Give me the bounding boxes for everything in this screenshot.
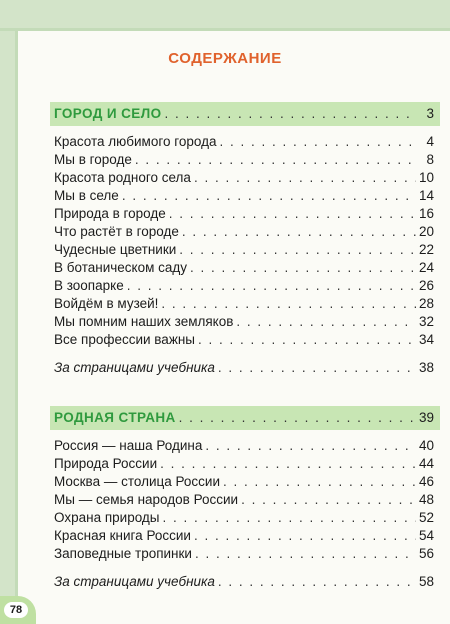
entry-title: В ботаническом саду — [54, 260, 188, 275]
top-rule — [0, 28, 450, 31]
toc-entry[interactable] — [54, 242, 434, 260]
dot-leader — [205, 438, 416, 453]
entry-title: Мы помним наших земляков — [54, 314, 234, 329]
toc-entry-extra[interactable] — [54, 574, 434, 592]
dot-leader — [135, 152, 417, 167]
page-title: СОДЕРЖАНИЕ — [168, 50, 282, 67]
toc-entry[interactable] — [54, 492, 434, 510]
toc-entry[interactable] — [54, 314, 434, 332]
page-number: 24 — [418, 260, 434, 275]
dot-leader — [127, 278, 416, 293]
page-number: 38 — [418, 360, 434, 375]
page-number: 10 — [418, 170, 434, 185]
dot-leader — [241, 492, 416, 507]
page-number: 4 — [426, 134, 434, 149]
toc-entry[interactable] — [54, 528, 434, 546]
dot-leader — [218, 574, 416, 589]
page-number: 22 — [418, 242, 434, 257]
page-number: 44 — [418, 456, 434, 471]
dot-leader — [223, 474, 416, 489]
toc-entry[interactable] — [54, 296, 434, 314]
dot-leader — [218, 360, 416, 375]
page-number: 40 — [418, 438, 434, 453]
dot-leader — [198, 332, 416, 347]
toc-entry-extra[interactable] — [54, 360, 434, 378]
dot-leader — [163, 510, 416, 525]
toc-entry[interactable] — [54, 546, 434, 564]
toc-entry[interactable] — [54, 152, 434, 170]
page-number: 26 — [418, 278, 434, 293]
dot-leader — [195, 546, 416, 561]
entry-title: За страницами учебника — [54, 574, 215, 589]
dot-leader — [160, 456, 416, 471]
page-number: 8 — [426, 152, 434, 167]
toc-entry[interactable] — [54, 438, 434, 456]
dot-leader — [179, 410, 416, 425]
dot-leader — [122, 188, 416, 203]
entry-title: Природа России — [54, 456, 158, 471]
entry-title: За страницами учебника — [54, 360, 215, 375]
toc-entry[interactable] — [54, 170, 434, 188]
page-number: 52 — [418, 510, 434, 525]
entry-title: Охрана природы — [54, 510, 160, 525]
entry-title: Красота родного села — [54, 170, 191, 185]
page-number: 58 — [418, 574, 434, 589]
dot-leader — [190, 260, 416, 275]
entry-title: Заповедные тропинки — [54, 546, 192, 561]
entry-title: Красная книга России — [54, 528, 191, 543]
toc-entry[interactable] — [54, 456, 434, 474]
entry-title: Войдём в музей! — [54, 296, 159, 311]
section-heading[interactable] — [54, 410, 434, 428]
page-number: 48 — [418, 492, 434, 507]
entry-title: Чудесные цветники — [54, 242, 177, 257]
entry-title: Москва — столица России — [54, 474, 220, 489]
entry-title: Мы — семья народов России — [54, 492, 239, 507]
entry-title: Мы в городе — [54, 152, 132, 167]
left-rule — [15, 28, 18, 624]
dot-leader — [236, 314, 416, 329]
section-title: РОДНАЯ СТРАНА — [54, 410, 176, 425]
toc-entry[interactable] — [54, 188, 434, 206]
entry-title: Красота любимого города — [54, 134, 217, 149]
toc-entry[interactable] — [54, 206, 434, 224]
page-number: 28 — [418, 296, 434, 311]
section-title: ГОРОД И СЕЛО — [54, 106, 162, 121]
page-number-label: 78 — [4, 602, 28, 618]
entry-title: Россия — наша Родина — [54, 438, 203, 453]
entry-title: Что растёт в городе — [54, 224, 179, 239]
toc-entry[interactable] — [54, 474, 434, 492]
dot-leader — [169, 206, 416, 221]
entry-title: Мы в селе — [54, 188, 119, 203]
page-number: 54 — [418, 528, 434, 543]
section-heading[interactable] — [54, 106, 434, 124]
entry-title: В зоопарке — [54, 278, 124, 293]
page-number: 3 — [426, 106, 434, 121]
toc-entry[interactable] — [54, 278, 434, 296]
dot-leader — [164, 106, 417, 121]
dot-leader — [219, 134, 417, 149]
toc-entry[interactable] — [54, 332, 434, 350]
page-number-badge — [0, 596, 36, 624]
page-number: 32 — [418, 314, 434, 329]
entry-title: Все профессии важны — [54, 332, 196, 347]
page-number: 20 — [418, 224, 434, 239]
dot-leader — [194, 528, 416, 543]
page-number: 14 — [418, 188, 434, 203]
toc-entry[interactable] — [54, 260, 434, 278]
dot-leader — [194, 170, 416, 185]
page-number: 46 — [418, 474, 434, 489]
page-number: 56 — [418, 546, 434, 561]
dot-leader — [182, 224, 416, 239]
dot-leader — [179, 242, 416, 257]
toc-entry[interactable] — [54, 134, 434, 152]
page-number: 39 — [418, 410, 434, 425]
entry-title: Природа в городе — [54, 206, 166, 221]
toc-entry[interactable] — [54, 224, 434, 242]
page-number: 16 — [418, 206, 434, 221]
dot-leader — [161, 296, 416, 311]
toc-entry[interactable] — [54, 510, 434, 528]
page-number: 34 — [418, 332, 434, 347]
